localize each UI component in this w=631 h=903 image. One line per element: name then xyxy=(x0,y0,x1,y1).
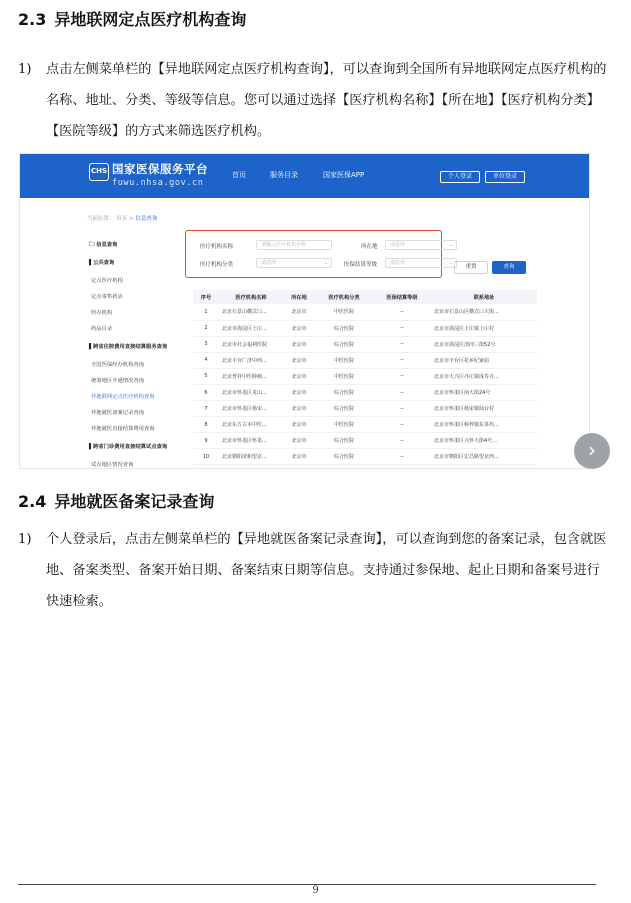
table-cell: -- xyxy=(373,433,431,449)
table-header-row xyxy=(193,290,537,304)
table-cell: -- xyxy=(373,449,431,465)
query-button[interactable]: 查询 xyxy=(492,261,526,274)
paragraph-text: 点击左侧菜单栏的【异地联网定点医疗机构查询】，可以查询到全国所有异地联网定点医疗机构的名称、地址、分类、等级等信息。您可以通过选择【医疗机构名称】【所在地】【医疗机构分类】【医院等级】的方式来筛选医疗机构。 xyxy=(46,62,607,139)
table-row[interactable] xyxy=(193,401,537,417)
embedded-screenshot xyxy=(19,153,590,469)
sidebar-item-pilot-regions[interactable]: 试点地区情况查询 xyxy=(91,462,134,468)
table-cell: 综合医院 xyxy=(315,401,373,417)
location-placeholder: 请选择 xyxy=(390,242,406,248)
sidebar-item-info-query[interactable]: 🗀 信息查询 xyxy=(89,242,118,248)
location-filter-label: 所在地 xyxy=(361,244,378,250)
table-cell: 北京市 xyxy=(283,384,315,400)
table-row[interactable] xyxy=(193,384,537,400)
chevron-right-icon: › xyxy=(588,438,596,462)
table-cell: 北京东方古本中医... xyxy=(219,417,283,433)
table-cell: 北京市怀柔区杨宋镇仙台村 xyxy=(431,401,537,417)
category-filter-label: 医疗机构分类 xyxy=(200,262,234,268)
breadcrumb-prefix: 当前位置： xyxy=(87,216,115,222)
table-cell: 中医医院 xyxy=(315,352,373,368)
table-cell: 综合医院 xyxy=(315,384,373,400)
next-page-button[interactable] xyxy=(574,433,610,469)
category-filter-select[interactable] xyxy=(256,258,332,268)
table-cell: 北京市 xyxy=(283,433,315,449)
breadcrumb-separator: > xyxy=(129,216,134,222)
paragraph-text: 个人登录后，点击左侧菜单栏的【异地就医备案记录查询】，可以查询到您的备案记录，包含就医地、备案类型、备案开始日期、备案结束日期等信息。支持通过参保地、起止日期和备案号进行快速检索。 xyxy=(46,532,607,609)
instruction-paragraph xyxy=(18,54,608,147)
personal-login-button[interactable]: 个人登录 xyxy=(440,171,480,183)
table-cell: 北京市怀柔区龙山... xyxy=(219,384,283,400)
table-cell: 北京市海淀区上庄... xyxy=(219,320,283,336)
table-cell: 8 xyxy=(193,417,219,433)
table-cell: 2 xyxy=(193,320,219,336)
table-cell: 5 xyxy=(193,368,219,384)
level-filter-select[interactable] xyxy=(385,258,457,268)
table-cell: -- xyxy=(373,352,431,368)
breadcrumb xyxy=(87,214,157,222)
column-header: 医保结算等级 xyxy=(373,290,431,304)
column-header: 所在地 xyxy=(283,290,315,304)
sidebar-item-agency-query[interactable]: 全国医保经办机构查询 xyxy=(91,362,144,368)
section-number: 2.4 xyxy=(18,492,47,511)
list-marker: 1) xyxy=(18,62,32,77)
table-cell: 北京市 xyxy=(283,417,315,433)
sidebar-item-pharmacies[interactable]: 定点零售药店 xyxy=(91,294,123,300)
table-cell: -- xyxy=(373,336,431,352)
institution-table xyxy=(193,290,537,465)
chevron-down-icon: ⌄ xyxy=(323,260,328,266)
sidebar-group-inpatient[interactable]: ▌跨省住院费用直接结算服务查询 xyxy=(89,344,168,350)
column-header: 联系地址 xyxy=(431,290,537,304)
filter-panel xyxy=(185,230,453,278)
table-cell: 1 xyxy=(193,304,219,320)
column-header: 序号 xyxy=(193,290,219,304)
table-cell: 中医医院 xyxy=(315,304,373,320)
table-row[interactable] xyxy=(193,417,537,433)
chs-logo-icon: CHS xyxy=(89,163,109,181)
breadcrumb-home[interactable]: 首页 xyxy=(116,216,128,222)
table-cell: -- xyxy=(373,320,431,336)
nav-home[interactable]: 首页 xyxy=(232,171,246,179)
section-title: 异地就医备案记录查询 xyxy=(54,492,215,511)
sidebar-group-outpatient[interactable]: ▌跨省门诊费用直接结算试点查询 xyxy=(89,444,168,450)
table-cell: 4 xyxy=(193,352,219,368)
table-cell: 北京市朝阳区宏昌路望京西... xyxy=(431,449,537,465)
table-cell: 中医医院 xyxy=(315,417,373,433)
list-marker: 1) xyxy=(18,532,32,547)
table-cell: 北京市 xyxy=(283,320,315,336)
page-number: 9 xyxy=(312,885,319,896)
table-cell: 北京朝阳凌和望京... xyxy=(219,449,283,465)
table-row[interactable] xyxy=(193,336,537,352)
section-title: 异地联网定点医疗机构查询 xyxy=(54,10,247,29)
sidebar-item-medical-institutions[interactable]: 定点医疗机构 xyxy=(91,278,123,284)
table-cell: 北京市怀柔区怀柔... xyxy=(219,433,283,449)
org-login-button[interactable]: 单位登录 xyxy=(485,171,525,183)
table-cell: 北京市怀柔区南大街24号 xyxy=(431,384,537,400)
site-url: fuwu.nhsa.gov.cn xyxy=(112,178,204,188)
table-row[interactable] xyxy=(193,368,537,384)
table-cell: 北京市 xyxy=(283,304,315,320)
table-cell: 北京市海淀区清河三街52号 xyxy=(431,336,537,352)
table-cell: 北京市 xyxy=(283,449,315,465)
site-header-bar xyxy=(20,154,589,198)
sidebar-item-settlement-query[interactable]: 异地就医直接结算费用查询 xyxy=(91,426,155,432)
sidebar-item-remote-institution-query[interactable]: 异地联网定点医疗机构查询 xyxy=(91,394,155,400)
table-cell: -- xyxy=(373,417,431,433)
name-filter-label: 医疗机构名称 xyxy=(200,244,234,250)
table-cell: 3 xyxy=(193,336,219,352)
column-header: 医疗机构名称 xyxy=(219,290,283,304)
table-cell: 综合医院 xyxy=(315,336,373,352)
table-cell: 北京市 xyxy=(283,368,315,384)
table-cell: 综合医院 xyxy=(315,320,373,336)
sidebar-item-filing-record-query[interactable]: 异地就医备案记录查询 xyxy=(91,410,144,416)
table-cell: 综合医院 xyxy=(315,433,373,449)
table-cell: 北京市 xyxy=(283,401,315,417)
table-cell: 北京市社会福利医院 xyxy=(219,336,283,352)
table-cell: 北京市 xyxy=(283,352,315,368)
table-cell: 北京市怀柔区兴怀大街4号... xyxy=(431,433,537,449)
name-filter-input[interactable]: 请输入医疗机构名称 xyxy=(256,240,332,250)
table-cell: 6 xyxy=(193,384,219,400)
section-heading-2-4 xyxy=(18,489,214,512)
location-filter-select[interactable] xyxy=(385,240,457,250)
table-cell: 北京市石景山区横式口大街... xyxy=(431,304,537,320)
nav-app[interactable]: 国家医保APP xyxy=(323,171,365,179)
table-cell: 北京普祥中医肿瘤... xyxy=(219,368,283,384)
level-filter-label: 医保结算等级 xyxy=(344,262,378,268)
sidebar-group-public[interactable]: ▌公共查询 xyxy=(89,260,115,266)
sidebar-item-agencies[interactable]: 经办机构 xyxy=(91,310,113,316)
chevron-down-icon: ⌄ xyxy=(448,242,453,248)
table-cell: 9 xyxy=(193,433,219,449)
level-placeholder: 请选择 xyxy=(390,260,406,266)
table-cell: 北京市怀柔区杨宋... xyxy=(219,401,283,417)
table-cell: -- xyxy=(373,304,431,320)
table-row[interactable] xyxy=(193,352,537,368)
chevron-down-icon: ⌄ xyxy=(448,260,453,266)
table-row[interactable] xyxy=(193,320,537,336)
table-cell: 北京市大兴区亦庄镇成寿寺... xyxy=(431,368,537,384)
nav-service-directory[interactable]: 服务目录 xyxy=(270,171,298,179)
table-cell: 北京市 xyxy=(283,336,315,352)
table-row[interactable] xyxy=(193,449,537,465)
instruction-paragraph xyxy=(18,524,608,617)
sidebar-item-drug-catalog[interactable]: 药品目录 xyxy=(91,326,113,332)
table-cell: -- xyxy=(373,401,431,417)
table-cell: 北京石景山横式口... xyxy=(219,304,283,320)
breadcrumb-current: 信息查询 xyxy=(135,216,158,222)
section-number: 2.3 xyxy=(18,10,47,29)
table-cell: 中医医院 xyxy=(315,368,373,384)
site-title: 国家医保服务平台 xyxy=(112,162,208,176)
table-cell: 综合医院 xyxy=(315,449,373,465)
table-cell: 北京市丰台区花乡纪家庙 xyxy=(431,352,537,368)
table-cell: 北京丰台广济中西... xyxy=(219,352,283,368)
table-row[interactable] xyxy=(193,433,537,449)
sidebar-item-region-status[interactable]: 统筹地区开通情况查询 xyxy=(91,378,144,384)
table-cell: 北京市海淀区上庄镇上庄村 xyxy=(431,320,537,336)
table-cell: -- xyxy=(373,384,431,400)
table-row[interactable] xyxy=(193,304,537,320)
reset-button[interactable]: 重置 xyxy=(454,261,488,274)
category-placeholder: 请选择 xyxy=(261,260,277,266)
section-heading-2-3 xyxy=(18,7,246,30)
table-cell: 北京市怀柔区桥梓镇东茶坞... xyxy=(431,417,537,433)
table-cell: -- xyxy=(373,368,431,384)
column-header: 医疗机构分类 xyxy=(315,290,373,304)
table-cell: 7 xyxy=(193,401,219,417)
table-cell: 10 xyxy=(193,449,219,465)
